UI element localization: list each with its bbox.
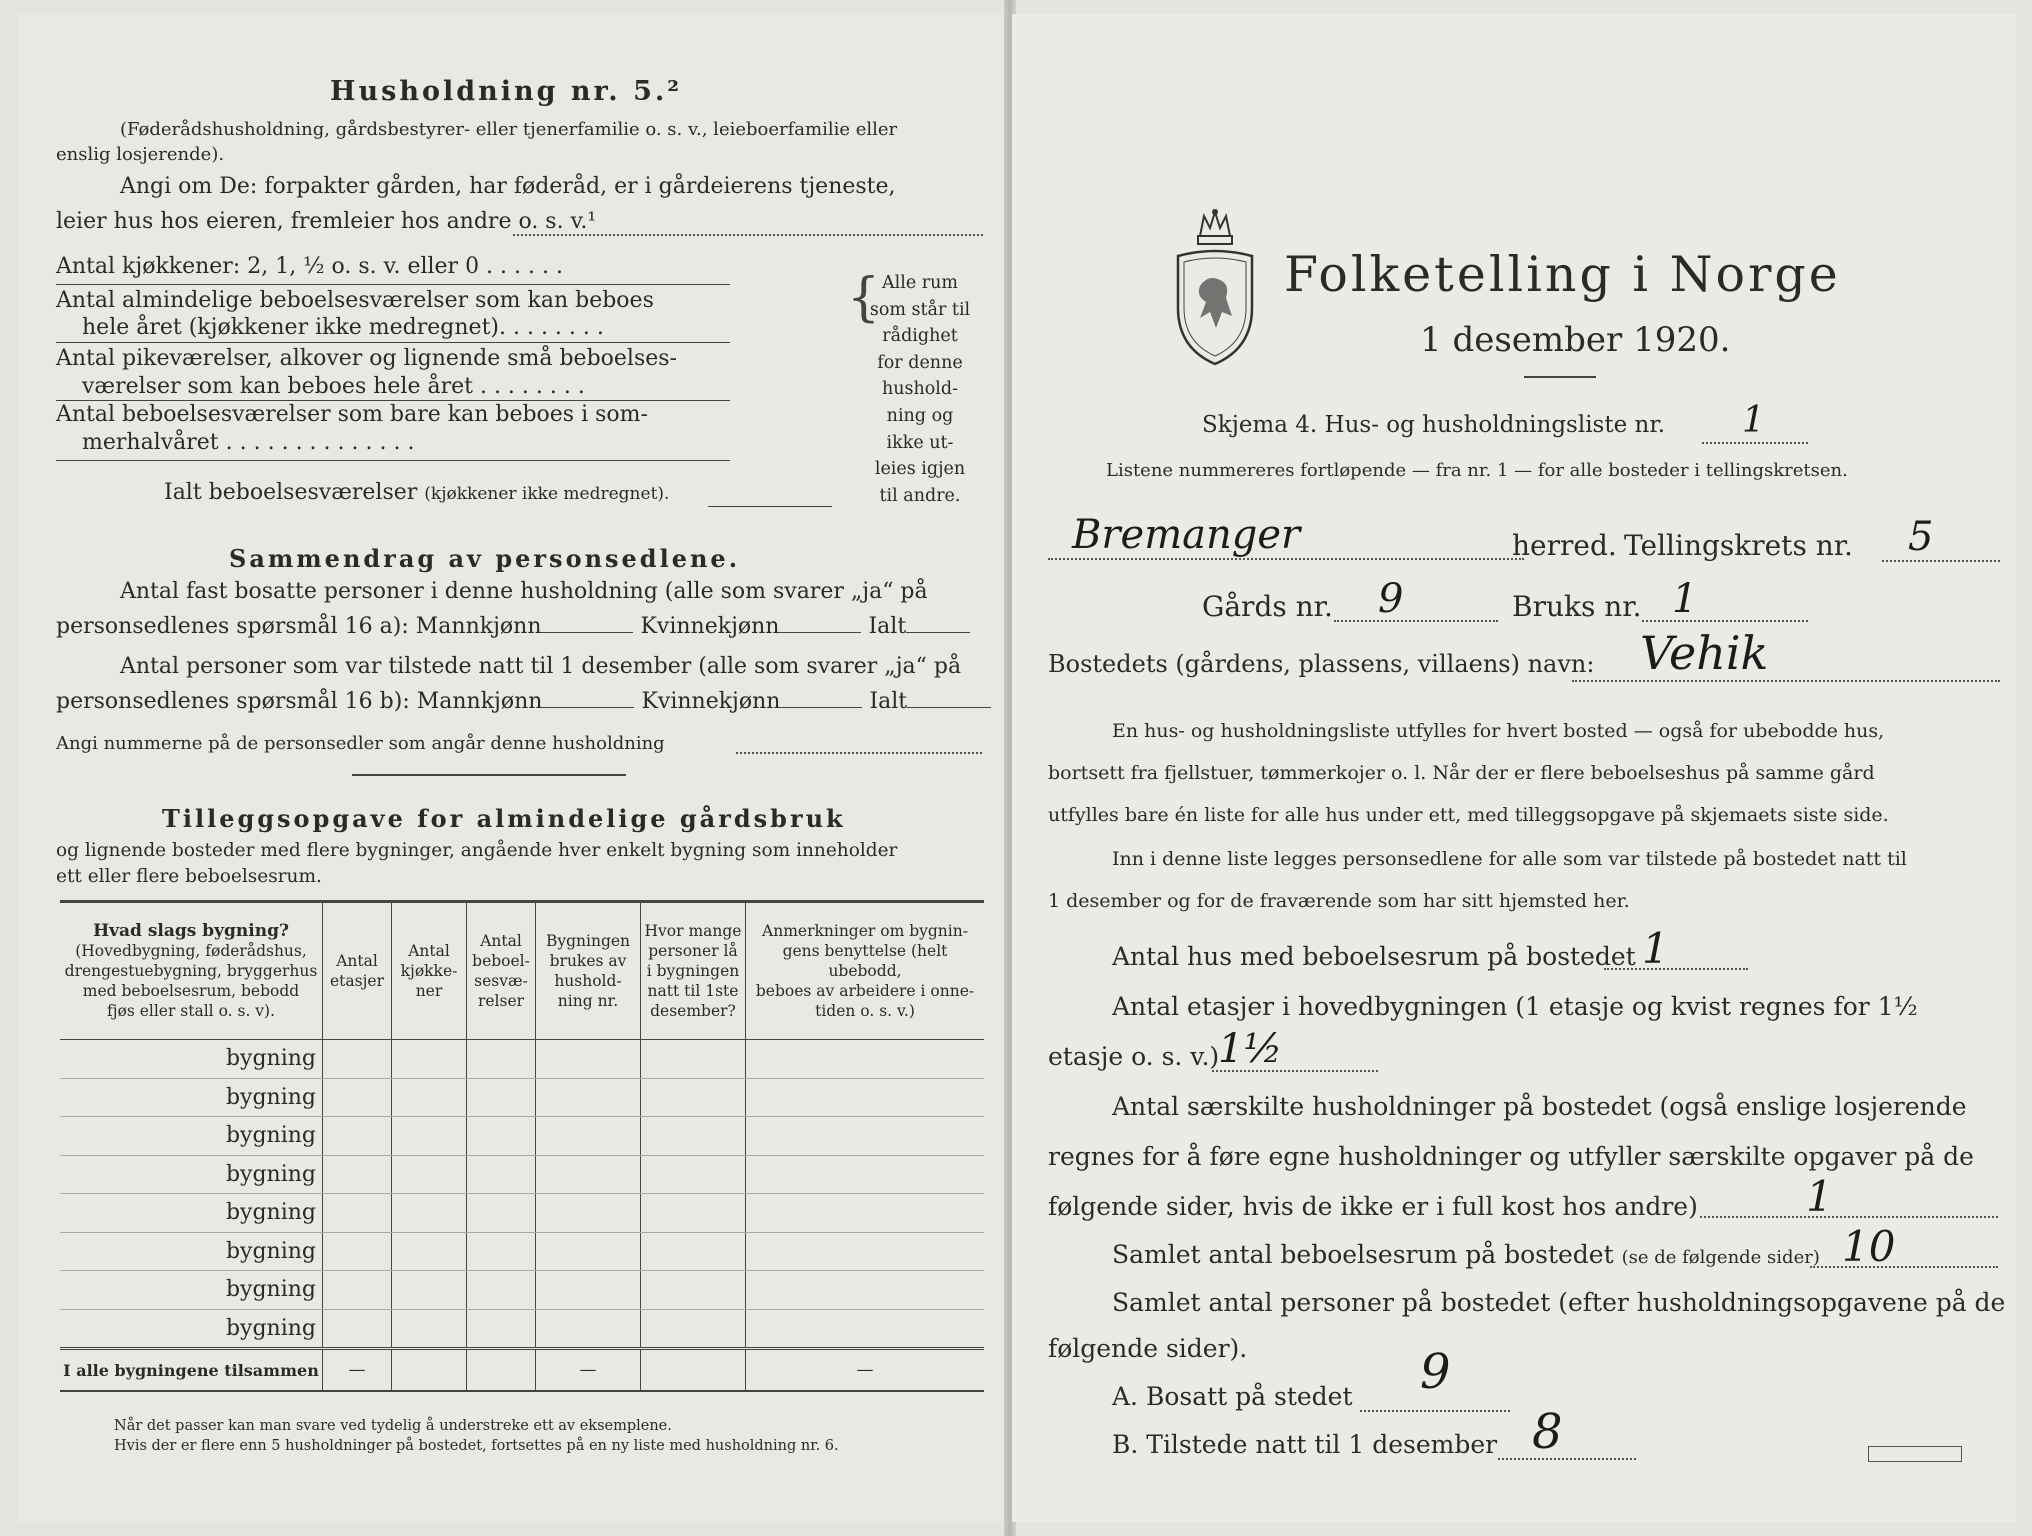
side-note-line: rådighet (882, 326, 958, 347)
saer-line-3: følgende sider, hvis de ikke er i full kost hos andre) (1048, 1192, 1698, 1221)
table-row (60, 1271, 984, 1310)
summary-line-1a: Antal fast bosatte personer i denne husholdning (alle som svarer „ja“ på (120, 579, 928, 604)
bruks-value: 1 (1672, 576, 1698, 622)
bosatt-label: A. Bosatt på stedet (1112, 1382, 1353, 1411)
table-row (60, 1194, 984, 1233)
footnote-1: Når det passer kan man svare ved tydelig å understreke ett av eksemplene. (114, 1418, 672, 1434)
table-row (60, 1155, 984, 1194)
summary-line-2b: personsedlenes spørsmål 16 b): Mannkjønn Kvinnekjønn Ialt (56, 689, 991, 714)
herred-line (1048, 558, 1524, 560)
ialt-row: Ialt beboelsesværelser (kjøkkener ikke medregnet). (164, 480, 670, 505)
col-header-beboelsesvaerelser: Antal beboel- sesvæ- relser (467, 902, 536, 1040)
buildings-table (60, 900, 984, 1392)
alm-row-2: hele året (kjøkkener ikke medregnet). . . . . . . . (82, 315, 604, 340)
kjokkener-row: Antal kjøkkener: 2, 1, ½ o. s. v. eller 0 . . . . . . (56, 254, 563, 279)
bruks-line (1642, 620, 1808, 622)
title-divider (1524, 376, 1596, 378)
samlet-rum-label: Samlet antal beboelsesrum på bostedet (se de følgende sider) (1112, 1240, 1820, 1269)
building-label: bygning (60, 1194, 323, 1233)
samlet-rum-value: 10 (1842, 1222, 1896, 1271)
side-note-line: ikke ut- (886, 432, 954, 453)
bosted-value: Vehik (1640, 626, 1769, 680)
side-note-line: til andre. (879, 485, 961, 506)
building-label: bygning (60, 1040, 323, 1079)
table-row (60, 1078, 984, 1117)
footnote-2: Hvis der er flere enn 5 husholdninger på bostedet, fortsettes på en ny liste med husholdning nr. 6. (114, 1438, 839, 1454)
census-date: 1 desember 1920. (1420, 320, 1731, 360)
info-para-2-line: 1 desember og for de fraværende som har sitt hjemsted her. (1048, 890, 1630, 912)
saer-line-1: Antal særskilte husholdninger på bostedet (også enslige losjerende (1112, 1092, 1967, 1121)
tellingskrets-label: Tellingskrets nr. (1624, 529, 1853, 562)
building-label: bygning (60, 1271, 323, 1310)
col-header-etasjer: Antal etasjer (323, 902, 392, 1040)
printer-stamp (1868, 1446, 1962, 1462)
hus-line (1604, 968, 1748, 970)
bosatt-value: 9 (1420, 1344, 1451, 1400)
left-page (18, 14, 1008, 1522)
saer-answer-line (1700, 1216, 1998, 1218)
etasjer-line-1: Antal etasjer i hovedbygningen (1 etasje og kvist regnes for 1½ (1112, 992, 1918, 1021)
tellingskrets-line (1882, 560, 2000, 562)
col-header-husholdning: Bygningen brukes av hushold- ning nr. (536, 902, 641, 1040)
herred-label: herred. (1512, 529, 1617, 562)
gards-line (1334, 620, 1498, 622)
samlet-pers-line-1: Samlet antal personer på bostedet (efter husholdningsopgavene på de (1112, 1288, 2006, 1317)
side-note-line: hushold- (881, 379, 959, 400)
samlet-rum-line (1810, 1266, 1998, 1268)
info-para-1-line: bortsett fra fjellstuer, tømmerkojer o. l. Når der er flere beboelseshus på samme gård (1048, 762, 1875, 784)
total-dash: — (323, 1349, 392, 1392)
hus-value: 1 (1642, 924, 1669, 973)
somm-row-1: Antal beboelsesværelser som bare kan beboes i som- (56, 402, 648, 427)
summary-line-1b: personsedlenes spørsmål 16 a): Mannkjønn Kvinnekjønn Ialt (56, 614, 970, 639)
household-subtitle-2: enslig losjerende). (56, 144, 225, 165)
tilstede-value: 8 (1532, 1404, 1563, 1460)
building-label: bygning (60, 1232, 323, 1271)
bosted-line (1572, 680, 2000, 682)
household-subtitle: (Føderådshusholdning, gårdsbestyrer- eller tjenerfamilie o. s. v., leieboerfamilie eller (120, 119, 898, 140)
col-header-kjokkener: Antal kjøkke- ner (392, 902, 467, 1040)
total-dash: — (536, 1349, 641, 1392)
alm-row-1: Antal almindelige beboelsesværelser som kan beboes (56, 288, 654, 313)
pike-row-2: værelser som kan beboes hele året . . . . . . . . (82, 374, 585, 399)
side-note-line: ning og (886, 405, 954, 426)
angi-line-2: leier hus hos eieren, fremleier hos andre o. s. v.¹ (56, 209, 597, 234)
numre-line: Angi nummerne på de personsedler som angår denne husholdning (56, 733, 665, 754)
household-title: Husholdning nr. 5.² (330, 76, 683, 107)
listene-note: Listene nummereres fortløpende — fra nr. 1 — for alle bosteder i tellingskretsen. (1106, 460, 1848, 481)
table-row (60, 1309, 984, 1349)
skjema-nr-value: 1 (1742, 400, 1765, 441)
info-para-1-line: utfylles bare én liste for alle hus under ett, med tilleggsopgave på skjemaets siste side. (1048, 804, 1889, 826)
side-note (864, 270, 976, 509)
section-divider (352, 774, 626, 776)
tillegg-title: Tilleggsopgave for almindelige gårdsbruk (162, 804, 846, 833)
rule (56, 342, 730, 343)
total-label: I alle bygningene tilsammen (60, 1349, 323, 1392)
main-title: Folketelling i Norge (1284, 246, 1841, 303)
building-label: bygning (60, 1117, 323, 1156)
skjema-nr-line (1702, 442, 1808, 444)
herred-value: Bremanger (1072, 512, 1301, 558)
ialt-answer-line (708, 506, 832, 507)
building-label: bygning (60, 1309, 323, 1349)
gards-value: 9 (1378, 576, 1404, 622)
table-header-row (60, 902, 984, 1040)
table-row (60, 1040, 984, 1079)
tellingskrets-value: 5 (1908, 514, 1934, 560)
rule (56, 460, 730, 461)
samlet-pers-line-2: følgende sider). (1048, 1334, 1248, 1363)
coat-of-arms-icon (1170, 208, 1260, 368)
building-label: bygning (60, 1155, 323, 1194)
skjema-line: Skjema 4. Hus- og husholdningsliste nr. (1202, 412, 1666, 438)
total-dash: — (746, 1349, 985, 1392)
angi-line-1: Angi om De: forpakter gården, har føderåd, er i gårdeierens tjeneste, (120, 174, 896, 199)
info-para-1-line: En hus- og husholdningsliste utfylles for hvert bosted — også for ubebodde hus, (1112, 720, 1885, 742)
table-total-row (60, 1349, 984, 1392)
tilstede-line (1498, 1458, 1636, 1460)
col-header-anmerkninger: Anmerkninger om bygnin- gens benyttelse (helt ubebodd, beboes av arbeidere i onne- tiden o. s. v.) (746, 902, 985, 1040)
side-note-line: Alle rum (882, 273, 958, 293)
tillegg-line-1: og lignende bosteder med flere bygninger, angående hver enkelt bygning som inneholder (56, 840, 898, 861)
side-note-line: som står til (869, 299, 971, 320)
table-row (60, 1117, 984, 1156)
bruks-label: Bruks nr. (1512, 590, 1642, 623)
building-label: bygning (60, 1078, 323, 1117)
etasjer-answer-line (1212, 1070, 1378, 1072)
col-header-personer: Hvor mange personer lå i bygningen natt til 1ste desember? (641, 902, 746, 1040)
numre-answer-line (736, 752, 982, 754)
rule (56, 400, 730, 401)
brace: { (847, 268, 881, 328)
side-note-line: leies igjen (874, 459, 966, 480)
hus-label: Antal hus med beboelsesrum på bostedet (1112, 942, 1636, 971)
bosatt-line (1360, 1410, 1510, 1412)
tillegg-line-2: ett eller flere beboelsesrum. (56, 866, 322, 887)
gards-label: Gårds nr. (1202, 590, 1333, 623)
summary-line-2a: Antal personer som var tilstede natt til 1 desember (alle som svarer „ja“ på (120, 654, 962, 679)
pike-row-1: Antal pikeværelser, alkover og lignende små beboelses- (56, 346, 677, 371)
info-para-2-line: Inn i denne liste legges personsedlene for alle som var tilstede på bostedet natt til (1112, 848, 1907, 870)
etasjer-value: 1½ (1218, 1026, 1283, 1072)
somm-row-2: merhalvåret . . . . . . . . . . . . . . (82, 430, 415, 455)
etasjer-line-2: etasje o. s. v.) (1048, 1042, 1220, 1071)
saer-line-2: regnes for å føre egne husholdninger og utfyller særskilte opgaver på de (1048, 1142, 1974, 1171)
summary-title: Sammendrag av personsedlene. (229, 544, 741, 573)
tilstede-label: B. Tilstede natt til 1 desember (1112, 1430, 1498, 1459)
side-note-line: for denne (877, 352, 963, 373)
col-header-building: Hvad slags bygning? (Hovedbygning, føderådshus, drengestuebygning, bryggerhus med beboelsesrum, bebodd fjøs eller stall o. s. v). (60, 902, 323, 1040)
saer-value: 1 (1806, 1172, 1833, 1221)
table-row (60, 1232, 984, 1271)
right-page (1012, 14, 2016, 1522)
angi-answer-line (513, 234, 983, 236)
bosted-label: Bostedets (gårdens, plassens, villaens) navn: (1048, 650, 1595, 678)
rule (56, 284, 730, 285)
